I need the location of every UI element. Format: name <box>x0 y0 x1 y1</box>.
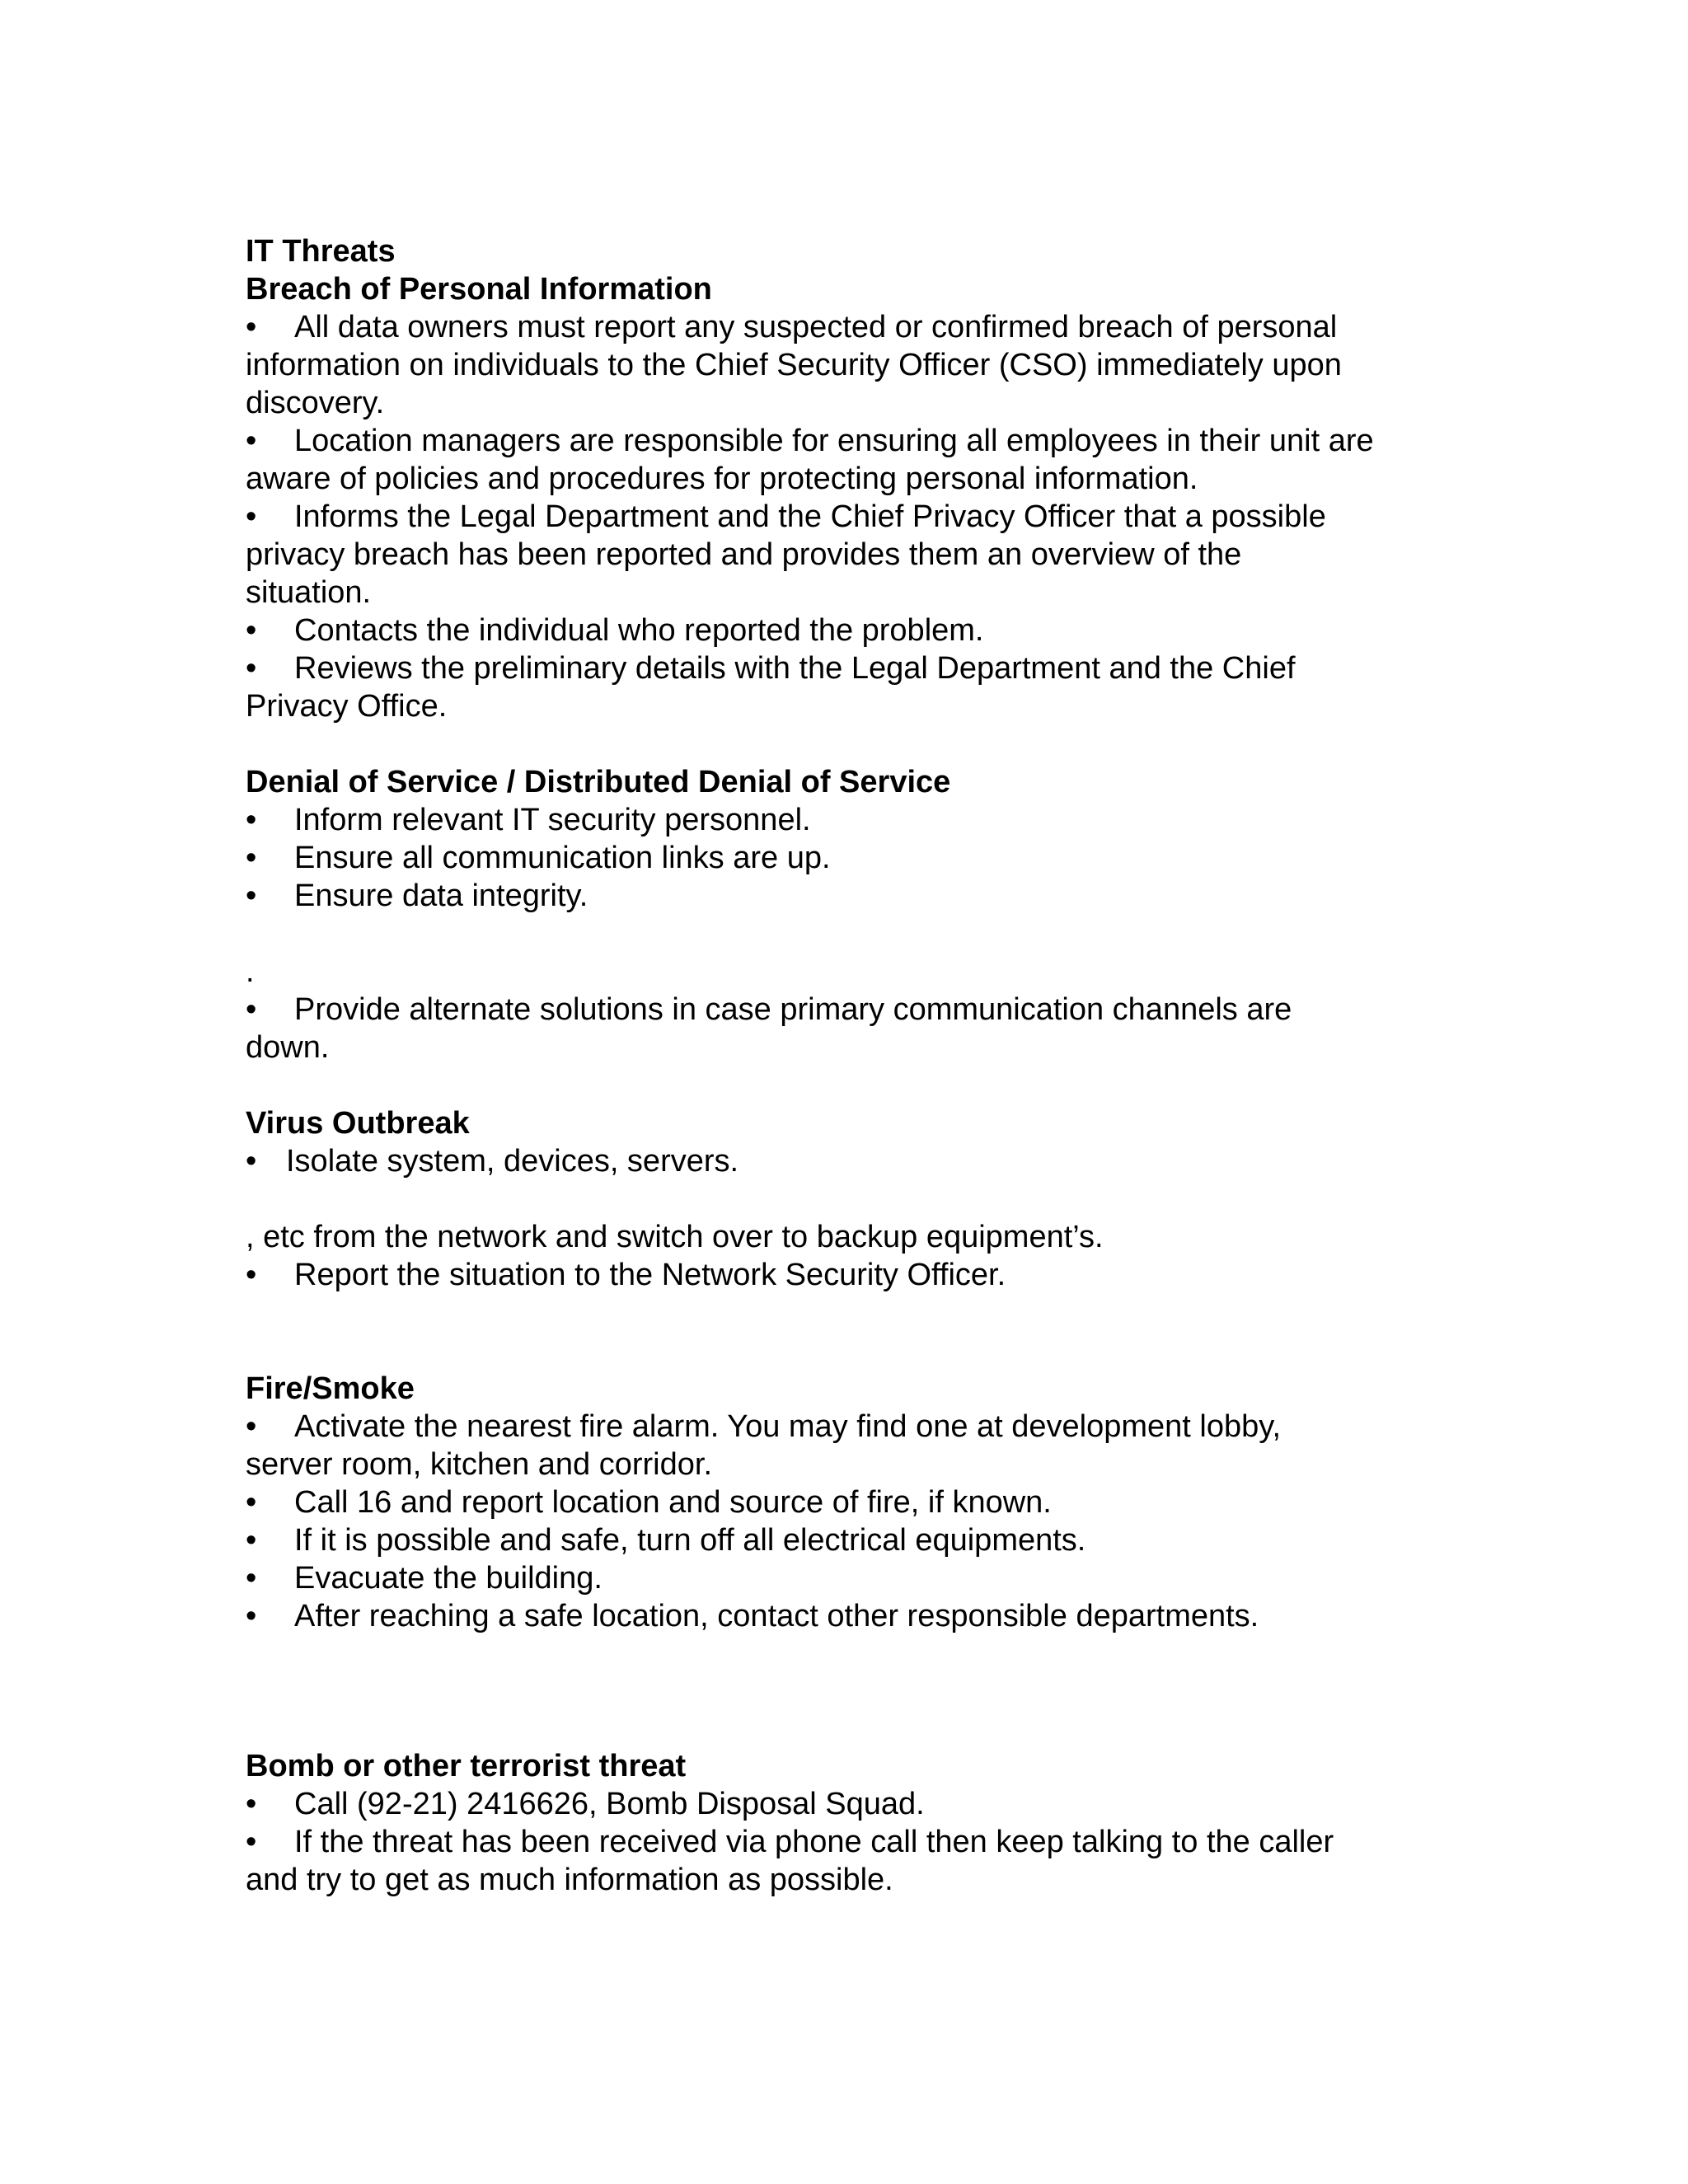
bullet-icon: • <box>246 499 257 534</box>
bullet-icon: • <box>246 1258 257 1292</box>
bomb-item-2-line-1: If the threat has been received via phone call then keep talking to the caller <box>294 1825 1334 1859</box>
fire-item-1-line-2: server room, kitchen and corridor. <box>246 1447 713 1482</box>
bullet-icon: • <box>246 1409 257 1444</box>
bullet-icon: • <box>246 803 257 837</box>
bullet-icon: • <box>246 1787 257 1821</box>
virus-continuation: , etc from the network and switch over to backup equipment’s. <box>246 1220 1104 1254</box>
fire-item-2: Call 16 and report location and source of fire, if known. <box>294 1485 1052 1520</box>
page-title: IT Threats <box>246 234 396 269</box>
dos-item-1: Inform relevant IT security personnel. <box>294 803 811 837</box>
bullet-icon: • <box>246 1485 257 1520</box>
fire-item-4: Evacuate the building. <box>294 1561 603 1596</box>
bullet-icon: • <box>246 1599 257 1633</box>
breach-item-3-line-2: privacy breach has been reported and provides them an overview of the <box>246 537 1242 572</box>
bullet-icon: • <box>246 613 257 648</box>
bullet-icon: • <box>246 879 257 913</box>
breach-item-1-line-3: discovery. <box>246 386 385 420</box>
bullet-icon: • <box>246 651 257 686</box>
fire-item-3: If it is possible and safe, turn off all electrical equipments. <box>294 1523 1086 1558</box>
section-heading-bomb: Bomb or other terrorist threat <box>246 1749 687 1783</box>
dos-item-4-line-2: down. <box>246 1030 330 1065</box>
bomb-item-2-line-2: and try to get as much information as possible. <box>246 1863 893 1897</box>
breach-item-1-line-1: All data owners must report any suspected or confirmed breach of personal <box>294 310 1338 344</box>
dos-item-2: Ensure all communication links are up. <box>294 841 831 875</box>
breach-item-3-line-3: situation. <box>246 575 372 610</box>
bullet-icon: • <box>246 1561 257 1596</box>
dos-item-4-line-1: Provide alternate solutions in case primary communication channels are <box>294 992 1292 1027</box>
dos-stray-dot: . <box>246 954 255 989</box>
section-heading-dos: Denial of Service / Distributed Denial of Service <box>246 765 951 799</box>
bullet-icon: • <box>246 1523 257 1558</box>
fire-item-5: After reaching a safe location, contact other responsible departments. <box>294 1599 1259 1633</box>
section-heading-fire: Fire/Smoke <box>246 1371 415 1406</box>
dos-item-3: Ensure data integrity. <box>294 879 588 913</box>
breach-item-2-line-2: aware of policies and procedures for protecting personal information. <box>246 462 1198 496</box>
virus-item-1: Isolate system, devices, servers. <box>286 1144 739 1179</box>
section-heading-breach: Breach of Personal Information <box>246 272 712 307</box>
bullet-icon: • <box>246 310 257 344</box>
fire-item-1-line-1: Activate the nearest fire alarm. You may find one at development lobby, <box>294 1409 1281 1444</box>
section-heading-virus: Virus Outbreak <box>246 1106 470 1141</box>
bullet-icon: • <box>246 424 257 458</box>
breach-item-4-line-1: Contacts the individual who reported the problem. <box>294 613 984 648</box>
breach-item-2-line-1: Location managers are responsible for ensuring all employees in their unit are <box>294 424 1374 458</box>
bullet-icon: • <box>246 1825 257 1859</box>
bullet-icon: • <box>246 992 257 1027</box>
breach-item-1-line-2: information on individuals to the Chief Security Officer (CSO) immediately upon <box>246 348 1342 382</box>
breach-item-5-line-2: Privacy Office. <box>246 689 448 724</box>
bullet-icon: • <box>246 841 257 875</box>
virus-item-2: Report the situation to the Network Security Officer. <box>294 1258 1006 1292</box>
bomb-item-1: Call (92-21) 2416626, Bomb Disposal Squad. <box>294 1787 925 1821</box>
breach-item-3-line-1: Informs the Legal Department and the Chief Privacy Officer that a possible <box>294 499 1326 534</box>
breach-item-5-line-1: Reviews the preliminary details with the Legal Department and the Chief <box>294 651 1296 686</box>
bullet-icon: • <box>246 1144 257 1179</box>
